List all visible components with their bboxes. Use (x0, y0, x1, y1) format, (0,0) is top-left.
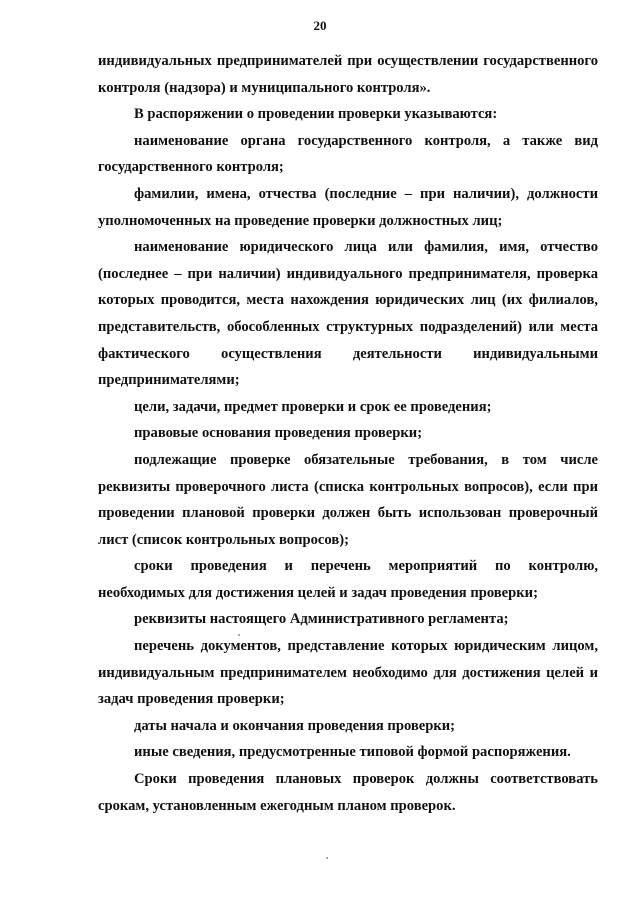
paragraph-planned-inspection-terms: Сроки проведения плановых проверок должны соответствовать срокам, установленным ежегодным планом проверок. (98, 771, 598, 814)
document-body (98, 48, 598, 819)
scan-speck (326, 857, 328, 859)
paragraph-order-contents-intro: В распоряжении о проведении проверки указываются: (134, 106, 498, 123)
paragraph-requirements: подлежащие проверке обязательные требования, в том числе реквизиты проверочного листа (списка контрольных вопросов), если при проведении плановой проверки должен быть использован проверочный лист (список контрольных вопросов); (98, 451, 598, 548)
scan-speck (238, 634, 240, 636)
paragraph-goals: цели, задачи, предмет проверки и срок ее проведения; (134, 398, 492, 415)
paragraph-other-info: иные сведения, предусмотренные типовой формой распоряжения. (134, 744, 571, 761)
paragraph-terms-measures: сроки проведения и перечень мероприятий по контролю, необходимых для достижения целей и задач проведения проверки; (98, 558, 598, 601)
paragraph-officials: фамилии, имена, отчества (последние – при наличии), должности уполномоченных на проведение проверки должностных лиц; (98, 185, 598, 229)
paragraph-authority-name: наименование органа государственного контроля, а также вид государственного контроля; (98, 132, 598, 176)
paragraph-legal-grounds: правовые основания проведения проверки; (134, 425, 423, 442)
paragraph-legal-entity: наименование юридического лица или фамилия, имя, отчество (последнее – при наличии) индивидуального предпринимателя, проверка которых проводится, места нахождения юридических лиц (их филиалов, представительств, обособленных структурных подразделений) или места фактического осуществления деятельности индивидуальными предпринимателями; (98, 239, 598, 389)
paragraph-continuation: индивидуальных предпринимателей при осуществлении государственного контроля (надзора) и муниципального контроля». (98, 53, 598, 96)
paragraph-documents-list: перечень документов, представление которых юридическим лицом, индивидуальным предпринимателем необходимо для достижения целей и задач проведения проверки; (98, 638, 598, 708)
page-number: 20 (313, 18, 327, 33)
paragraph-regulation-details: реквизиты настоящего Административного регламента; (134, 611, 509, 628)
paragraph-dates: даты начала и окончания проведения проверки; (134, 717, 456, 734)
